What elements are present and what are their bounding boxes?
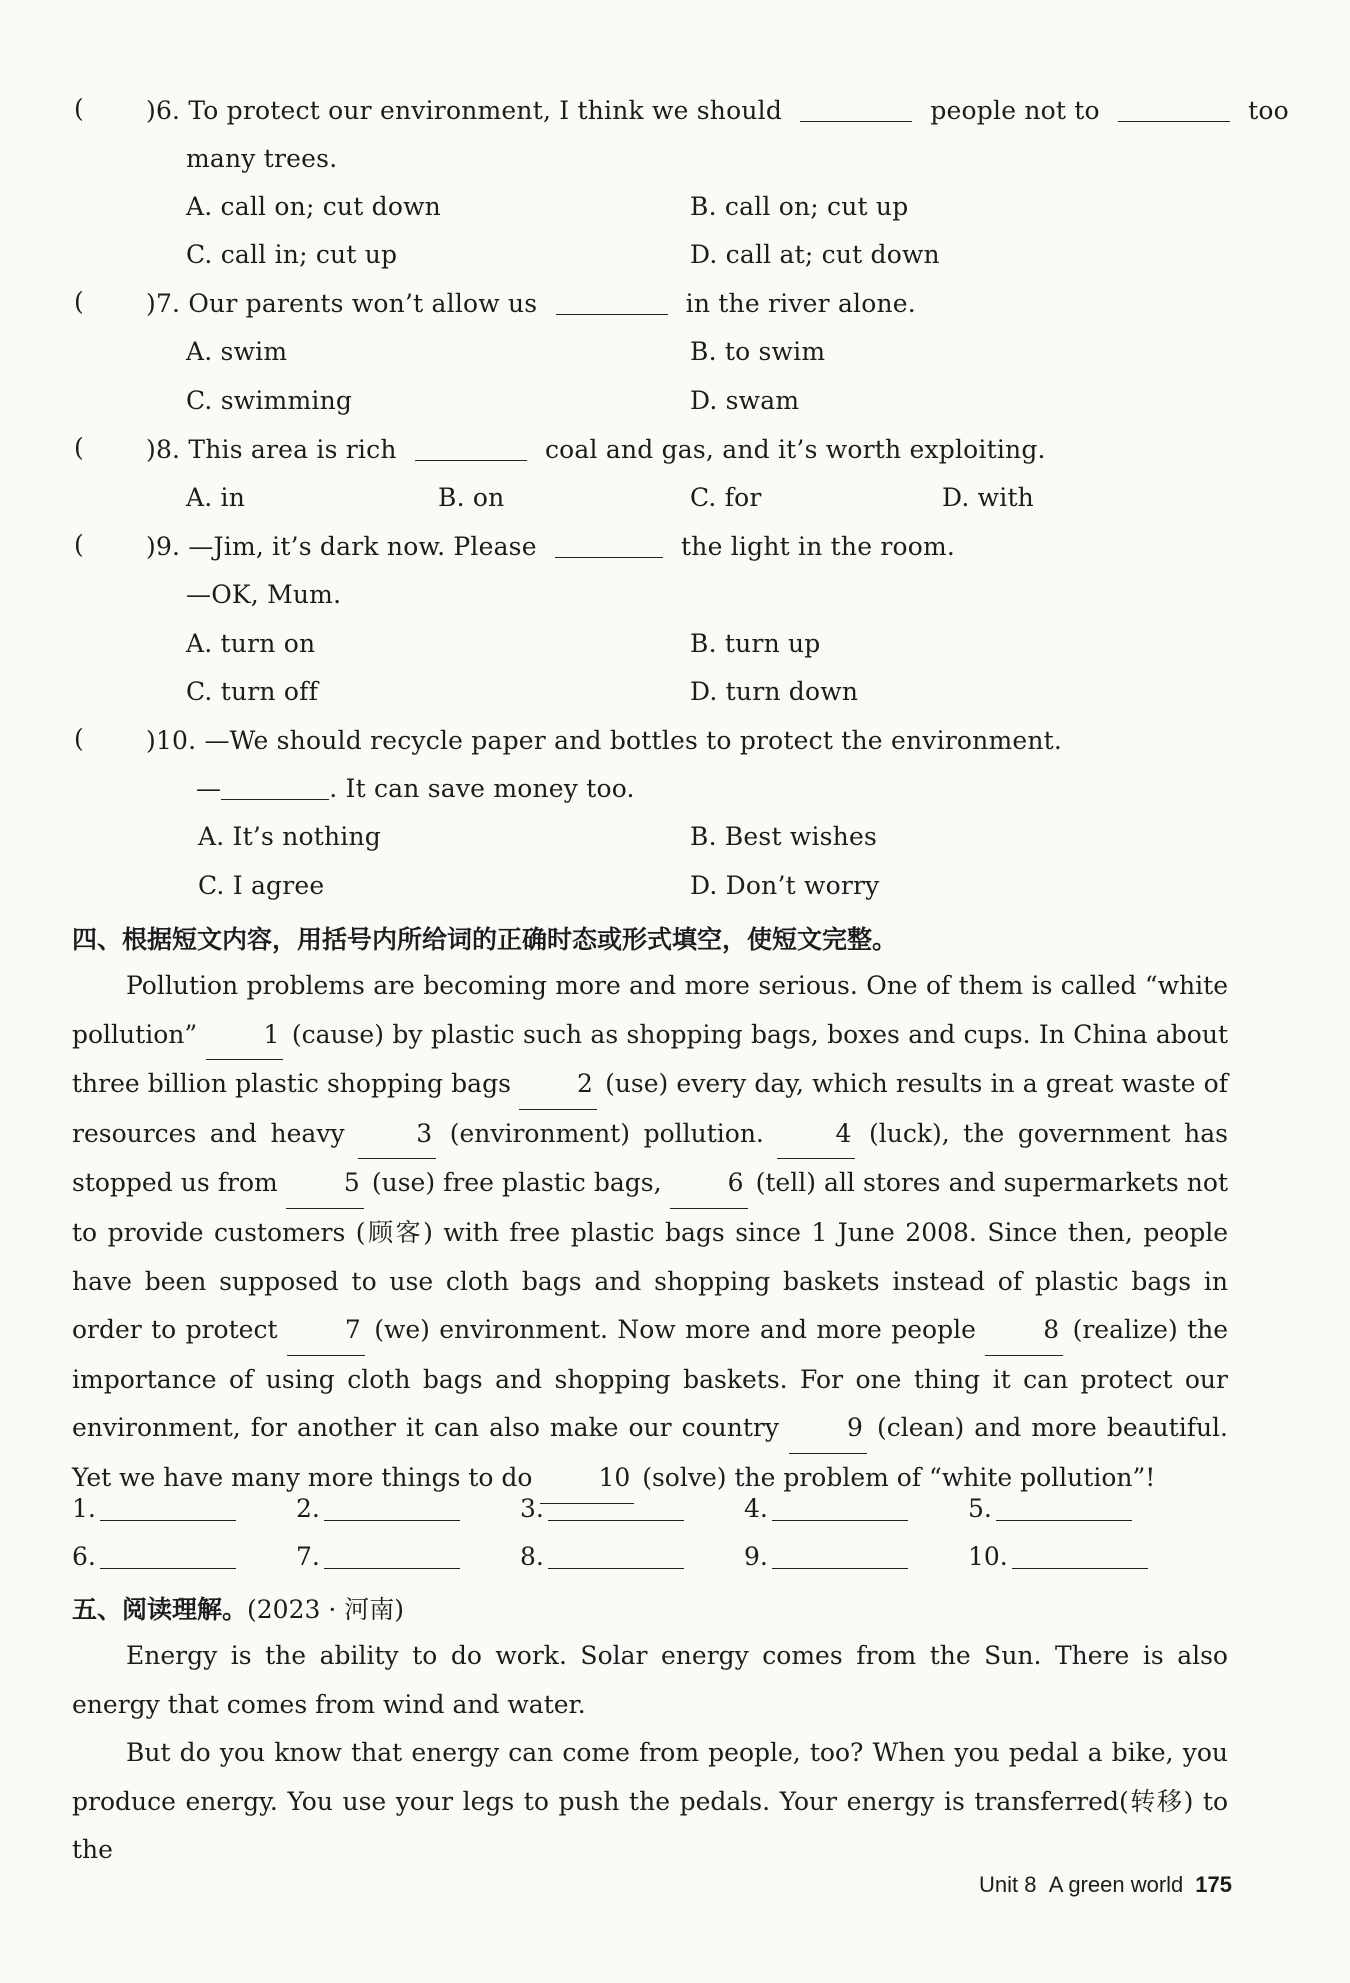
answer-label: 2. [296, 1494, 320, 1523]
option-d: D. with [942, 483, 1034, 512]
blank[interactable] [556, 290, 668, 315]
blank[interactable] [415, 436, 527, 461]
question-8 [146, 433, 1046, 467]
question-6 [146, 94, 1289, 128]
cloze-blank-9[interactable]: 9 [789, 1404, 867, 1454]
answer-6[interactable] [72, 1542, 236, 1571]
answer-line[interactable] [324, 1546, 460, 1569]
question-10-end: . It can save money too. [329, 774, 635, 803]
answer-8[interactable] [520, 1542, 684, 1571]
cloze-blank-2[interactable]: 2 [519, 1060, 597, 1110]
passage-text: (luck), the government has stopped us from [72, 1118, 1228, 1198]
section-5-heading: 五、阅读理解。 [72, 1595, 248, 1624]
option-a: A. call on; cut down [186, 192, 441, 221]
answer-label: 6. [72, 1542, 96, 1571]
option-a: A. It’s nothing [198, 822, 381, 851]
cloze-blank-3[interactable]: 3 [358, 1110, 436, 1160]
question-6-stem: )6. To protect our environment, I think we should [146, 96, 783, 125]
passage-text: (use) every day, which results in a great waste of resources and heavy [72, 1069, 1228, 1148]
answer-line[interactable] [548, 1546, 684, 1569]
answer-line[interactable] [100, 1546, 236, 1569]
answer-label: 9. [744, 1542, 768, 1571]
option-c: C. turn off [186, 677, 319, 706]
question-9-end: the light in the room. [681, 532, 956, 561]
cloze-blank-6[interactable]: 6 [670, 1159, 748, 1209]
answer-label: 10. [968, 1542, 1008, 1571]
blank[interactable] [555, 533, 663, 558]
blank[interactable] [221, 775, 329, 800]
answer-4[interactable] [744, 1494, 908, 1523]
option-a: A. turn on [186, 629, 316, 658]
option-a: A. in [186, 483, 246, 512]
passage-text: (realize) the importance of using cloth bags and shopping baskets. For one thing it can protect our environment, for another it can also make our country [72, 1315, 1229, 1443]
option-c: C. call in; cut up [186, 240, 398, 269]
option-a: A. swim [186, 337, 288, 366]
answer-paren: ( [74, 94, 84, 123]
answer-row-2 [72, 1542, 1228, 1582]
option-d: D. turn down [690, 677, 859, 706]
answer-line[interactable] [772, 1546, 908, 1569]
cloze-blank-5[interactable]: 5 [286, 1159, 364, 1209]
reading-paragraph-2: But do you know that energy can come from people, too? When you pedal a bike, you produce energy. You use your legs to push the pedals. Your energy is transferred(转移) to the [72, 1738, 1228, 1865]
cloze-blank-10[interactable]: 10 [540, 1454, 634, 1504]
answer-paren: ( [74, 433, 84, 462]
question-7-end: in the river alone. [685, 289, 916, 318]
answer-line[interactable] [548, 1498, 684, 1521]
passage-text: Pollution problems are becoming more and more serious. One of them is called “white pollution” [72, 971, 1228, 1049]
question-8-stem: )8. This area is rich [146, 435, 397, 464]
option-b: B. on [438, 483, 505, 512]
question-9 [146, 530, 955, 564]
dash: — [196, 774, 222, 803]
answer-line[interactable] [324, 1498, 460, 1521]
question-8-end: coal and gas, and it’s worth exploiting. [544, 435, 1046, 464]
question-9-stem: )9. —Jim, it’s dark now. Please [146, 532, 537, 561]
answer-paren: ( [74, 530, 84, 559]
question-7-stem: )7. Our parents won’t allow us [146, 289, 538, 318]
footer-title: A green world [1048, 1872, 1184, 1897]
page-footer [979, 1872, 1232, 1898]
answer-label: 5. [968, 1494, 992, 1523]
answer-2[interactable] [296, 1494, 460, 1523]
option-b: B. Best wishes [690, 822, 878, 851]
passage-text: (environment) pollution. [449, 1118, 764, 1148]
answer-label: 7. [296, 1542, 320, 1571]
option-d: D. Don’t worry [690, 871, 880, 900]
reading-paragraph-1: Energy is the ability to do work. Solar energy comes from the Sun. There is also energy that comes from wind and water. [72, 1641, 1228, 1719]
answer-3[interactable] [520, 1494, 684, 1523]
option-c: C. swimming [186, 386, 353, 415]
answer-label: 1. [72, 1494, 96, 1523]
option-b: B. turn up [690, 629, 821, 658]
passage-text: (solve) the problem of “white pollution”! [642, 1462, 1156, 1492]
footer-unit: Unit 8 [979, 1872, 1037, 1897]
option-d: D. call at; cut down [690, 240, 940, 269]
section-5-source: (2023 · 河南) [247, 1595, 404, 1624]
answer-7[interactable] [296, 1542, 460, 1571]
cloze-passage [72, 962, 1228, 1504]
question-6-cont: many trees. [186, 144, 338, 173]
answer-label: 4. [744, 1494, 768, 1523]
answer-line[interactable] [1012, 1546, 1148, 1569]
blank[interactable] [1118, 97, 1230, 122]
cloze-blank-7[interactable]: 7 [287, 1306, 365, 1356]
answer-line[interactable] [996, 1498, 1132, 1521]
option-d: D. swam [690, 386, 800, 415]
passage-text: (use) free plastic bags, [371, 1168, 662, 1198]
question-10: )10. —We should recycle paper and bottles to protect the environment. [146, 726, 1063, 755]
option-b: B. call on; cut up [690, 192, 909, 221]
answer-5[interactable] [968, 1494, 1132, 1523]
cloze-blank-1[interactable]: 1 [206, 1011, 284, 1061]
section-4-heading: 四、根据短文内容，用括号内所给词的正确时态或形式填空，使短文完整。 [72, 925, 898, 954]
option-c: C. I agree [198, 871, 325, 900]
blank[interactable] [800, 97, 912, 122]
page-number: 175 [1195, 1872, 1232, 1897]
passage-text: (tell) all stores and supermarkets not to provide customers (顾客) with free plastic bags since 1 June 2008. Since then, people have been supposed to use cloth bags and shopping baskets instead of plastic bags in order to protect [72, 1168, 1228, 1345]
question-6-end: too [1248, 96, 1289, 125]
cloze-blank-4[interactable]: 4 [777, 1110, 855, 1160]
option-b: B. to swim [690, 337, 826, 366]
answer-row-1 [72, 1494, 1228, 1534]
question-7 [146, 287, 916, 321]
answer-paren: ( [74, 724, 84, 753]
passage-text: (clean) and more beautiful. Yet we have many more things to do [72, 1413, 1228, 1492]
answer-paren: ( [74, 287, 84, 316]
answer-line[interactable] [772, 1498, 908, 1521]
section-5-heading-row [72, 1590, 404, 1626]
passage-text: (we) environment. Now more and more people [374, 1315, 976, 1345]
answer-line[interactable] [100, 1498, 236, 1521]
question-10-cont [196, 772, 635, 806]
question-9-cont: —OK, Mum. [186, 580, 342, 609]
answer-label: 8. [520, 1542, 544, 1571]
question-6-mid: people not to [930, 96, 1100, 125]
answer-1[interactable] [72, 1494, 236, 1523]
passage-text: (cause) by plastic such as shopping bags, boxes and cups. In China about three billion plastic shopping bags [72, 1019, 1228, 1099]
answer-9[interactable] [744, 1542, 908, 1571]
answer-10[interactable] [968, 1542, 1148, 1571]
option-c: C. for [690, 483, 762, 512]
answer-label: 3. [520, 1494, 544, 1523]
cloze-blank-8[interactable]: 8 [985, 1306, 1063, 1356]
